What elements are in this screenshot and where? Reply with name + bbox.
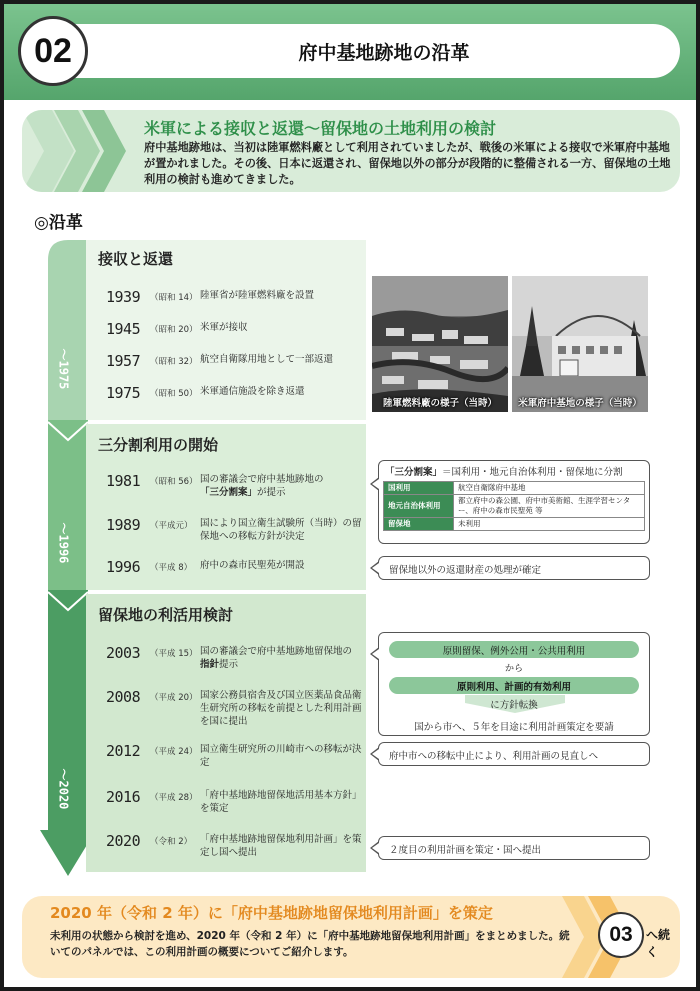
event-era: （平成 24） — [150, 747, 198, 757]
event-year: 2003 — [106, 644, 141, 662]
event-desc: 陸軍省が陸軍燃料廠を設置 — [200, 290, 315, 301]
timeline-event — [106, 516, 376, 546]
event-year: 2012 — [106, 742, 141, 760]
callout-policy-change — [378, 632, 650, 736]
table-value: 航空自衛隊府中基地 — [454, 482, 645, 495]
timeline-event — [106, 320, 376, 350]
era-title: 留保地の利活用検討 — [98, 606, 234, 624]
event-desc — [200, 645, 370, 671]
event-desc: 航空自衛隊用地として一部返還 — [200, 354, 334, 365]
event-year: 1957 — [106, 352, 141, 370]
photo-caption: 陸軍燃料廠の様子（当時） — [382, 398, 497, 409]
callout-pointer — [370, 561, 379, 575]
timeline-event — [106, 558, 376, 588]
callout-text: 留保地以外の返還財産の処理が確定 — [389, 565, 542, 576]
event-desc: 府中の森市民聖苑が開設 — [200, 560, 305, 571]
event-era: （昭和 14） — [150, 293, 198, 303]
event-era: （平成 8） — [150, 563, 193, 573]
event-desc-bold: 「三分割案」 — [200, 487, 258, 498]
event-year: 2016 — [106, 788, 141, 806]
next-panel-label: へ続く — [646, 928, 671, 959]
timeline-event — [106, 288, 376, 318]
event-era: （平成 15） — [150, 649, 198, 659]
event-desc: 国家公務員宿舎及び国立医薬品食品衛生研究所の移転を前提とした利用計画を国に提出 — [200, 690, 362, 727]
event-desc-pre: 国の審議会で府中基地跡地の — [200, 474, 324, 485]
table-label: 国利用 — [384, 482, 454, 495]
footer-title: 2020 年（令和 2 年）に「府中基地跡地留保地利用計画」を策定 — [50, 904, 493, 922]
panel-page — [4, 4, 696, 987]
intro-title: 米軍による接収と返還〜留保地の土地利用の検討 — [144, 119, 497, 138]
intro-box — [22, 110, 680, 192]
timeline-event — [106, 688, 376, 732]
timeline-event — [106, 472, 376, 502]
event-desc — [200, 473, 370, 499]
event-year: 1981 — [106, 472, 141, 490]
timeline-event — [106, 788, 376, 818]
event-year: 1989 — [106, 516, 141, 534]
callout-minaoshi — [378, 742, 650, 766]
callout-teishutsu — [378, 836, 650, 860]
photo-fuel-depot — [372, 276, 508, 412]
table-row — [384, 518, 645, 531]
event-desc: 国立衛生研究所の川崎市への移転が決定 — [200, 744, 362, 768]
sanbun-heading-bold: 「三分割案」 — [385, 467, 443, 478]
header-band — [4, 4, 696, 100]
era-range-label-2: 〜1996 — [56, 522, 71, 564]
event-year: 2020 — [106, 832, 141, 850]
table-label: 留保地 — [384, 518, 454, 531]
timeline-event — [106, 742, 376, 772]
policy-note: 国から市へ、５年を目途に利用計画策定を要請 — [414, 722, 614, 733]
event-desc-post: が提示 — [257, 487, 286, 498]
event-year: 2008 — [106, 688, 141, 706]
event-desc-post: 提示 — [219, 659, 239, 670]
table-row — [384, 495, 645, 518]
callout-henkan — [378, 556, 650, 580]
footer-box — [22, 896, 680, 978]
event-year: 1945 — [106, 320, 141, 338]
policy-kara: から — [504, 664, 523, 674]
fuel-depot-photo-image — [372, 276, 508, 412]
era-title: 接収と返還 — [98, 250, 174, 268]
sanbun-table — [383, 481, 645, 531]
section-heading: ◎沿革 — [34, 213, 83, 233]
event-desc: 「府中基地跡地留保地活用基本方針」を策定 — [200, 790, 362, 814]
event-era: （令和 2） — [150, 837, 193, 847]
photo-us-base — [512, 276, 648, 412]
event-desc: 「府中基地跡地留保地利用計画」を策定し国へ提出 — [200, 834, 362, 858]
event-era: （平成元） — [150, 521, 193, 531]
sanbun-heading-rest: ＝国利用・地元自治体利用・留保地に分割 — [442, 467, 623, 478]
table-row — [384, 482, 645, 495]
era-range-label-1: 〜1975 — [56, 348, 71, 390]
policy-pill-after: 原則利用、計画的有効利用 — [389, 677, 639, 694]
event-desc-bold: 指針 — [200, 659, 220, 670]
era-range-label-3: 〜2020 — [56, 768, 71, 810]
intro-text: 府中基地跡地は、当初は陸軍燃料廠として利用されていましたが、戦後の米軍による接収で米軍府中基地が置かれました。その後、日本に返還され、留保地以外の部分が段階的に整備される一方、留保地の土地利用の検討も進めてきました。 — [144, 141, 671, 186]
event-era: （昭和 20） — [150, 325, 198, 335]
callout-sanbun-plan — [378, 460, 650, 544]
event-era: （昭和 56） — [150, 477, 198, 487]
event-desc: 米軍通信施設を除き返還 — [200, 386, 305, 397]
callout-text: 府中市への移転中止により、利用計画の見直しへ — [389, 751, 599, 762]
era-title: 三分割利用の開始 — [98, 436, 219, 454]
chevron-arrows-icon — [22, 110, 132, 192]
event-era: （平成 28） — [150, 793, 198, 803]
table-value: 都立府中の森公園、府中市美術館、生涯学習センター、府中の森市民聖苑 等 — [454, 495, 645, 518]
event-era: （昭和 32） — [150, 357, 198, 367]
event-era: （昭和 50） — [150, 389, 198, 399]
event-year: 1975 — [106, 384, 141, 402]
policy-pill-before: 原則留保、例外公用・公共用利用 — [389, 641, 639, 658]
footer-text: 未利用の状態から検討を進め、2020 年（令和 2 年）に「府中基地跡地留保地利用計画」をまとめました。続いてのパネルでは、この利用計画の概要についてご紹介します。 — [50, 930, 570, 958]
table-value: 未利用 — [454, 518, 645, 531]
event-desc: 米軍が接収 — [200, 322, 248, 333]
event-year: 1939 — [106, 288, 141, 306]
timeline-event — [106, 644, 376, 674]
callout-pointer — [370, 841, 379, 855]
next-panel-number: 03 — [598, 912, 644, 958]
event-year: 1996 — [106, 558, 141, 576]
era-panel-3 — [86, 594, 366, 872]
timeline-event — [106, 832, 376, 862]
timeline-event — [106, 352, 376, 382]
page-title: 府中基地跡地の沿革 — [298, 41, 470, 64]
event-era: （平成 20） — [150, 693, 198, 703]
event-desc-pre: 国の審議会で府中基地跡地留保地の — [200, 646, 353, 657]
event-desc: 国により国立衛生試験所（当時）の留保地への移転方針が決定 — [200, 518, 362, 542]
table-label: 地元自治体利用 — [384, 495, 454, 518]
policy-tenkan: に方針転換 — [490, 700, 538, 711]
callout-pointer — [370, 647, 379, 661]
callout-text: ２度目の利用計画を策定・国へ提出 — [389, 845, 542, 856]
panel-number: 02 — [18, 16, 88, 86]
photo-caption: 米軍府中基地の様子（当時） — [518, 398, 642, 409]
us-base-photo-image — [512, 276, 648, 412]
timeline-event — [106, 384, 376, 414]
callout-pointer — [370, 477, 379, 491]
callout-heading — [379, 461, 649, 478]
callout-pointer — [370, 747, 379, 761]
